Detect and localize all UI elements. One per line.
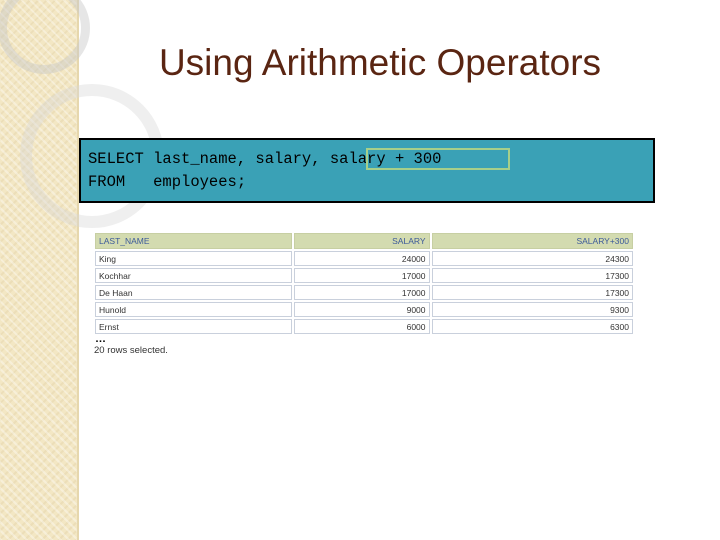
table-row: [95, 302, 633, 317]
cell-salary-plus-300: 6300: [432, 319, 633, 334]
cell-salary: 17000: [294, 268, 430, 283]
column-header-salary: SALARY: [294, 233, 430, 249]
cell-salary-plus-300: 24300: [432, 251, 633, 266]
cell-salary-plus-300: 17300: [432, 268, 633, 283]
rows-selected-note: 20 rows selected.: [94, 345, 168, 356]
cell-salary-plus-300: 9300: [432, 302, 633, 317]
sql-code-box: [79, 138, 655, 203]
table-row: [95, 285, 633, 300]
more-rows-ellipsis: …: [95, 333, 107, 345]
query-result-table: [93, 231, 635, 336]
cell-last-name: De Haan: [95, 285, 292, 300]
expression-highlight-box: [366, 148, 510, 170]
sql-from-line: FROM employees;: [88, 173, 247, 191]
cell-last-name: Hunold: [95, 302, 292, 317]
sql-select-line: SELECT last_name, salary, salary + 300: [88, 150, 442, 168]
table-header-row: [95, 233, 633, 249]
table-row: [95, 268, 633, 283]
slide-title: Using Arithmetic Operators: [158, 42, 602, 83]
cell-salary: 6000: [294, 319, 430, 334]
column-header-last-name: LAST_NAME: [95, 233, 292, 249]
cell-last-name: Ernst: [95, 319, 292, 334]
cell-salary: 24000: [294, 251, 430, 266]
cell-last-name: Kochhar: [95, 268, 292, 283]
decorative-sidebar: [0, 0, 79, 540]
cell-salary: 9000: [294, 302, 430, 317]
column-header-salary-plus-300: SALARY+300: [432, 233, 633, 249]
table-row: [95, 251, 633, 266]
table-row: [95, 319, 633, 334]
cell-salary: 17000: [294, 285, 430, 300]
cell-salary-plus-300: 17300: [432, 285, 633, 300]
cell-last-name: King: [95, 251, 292, 266]
